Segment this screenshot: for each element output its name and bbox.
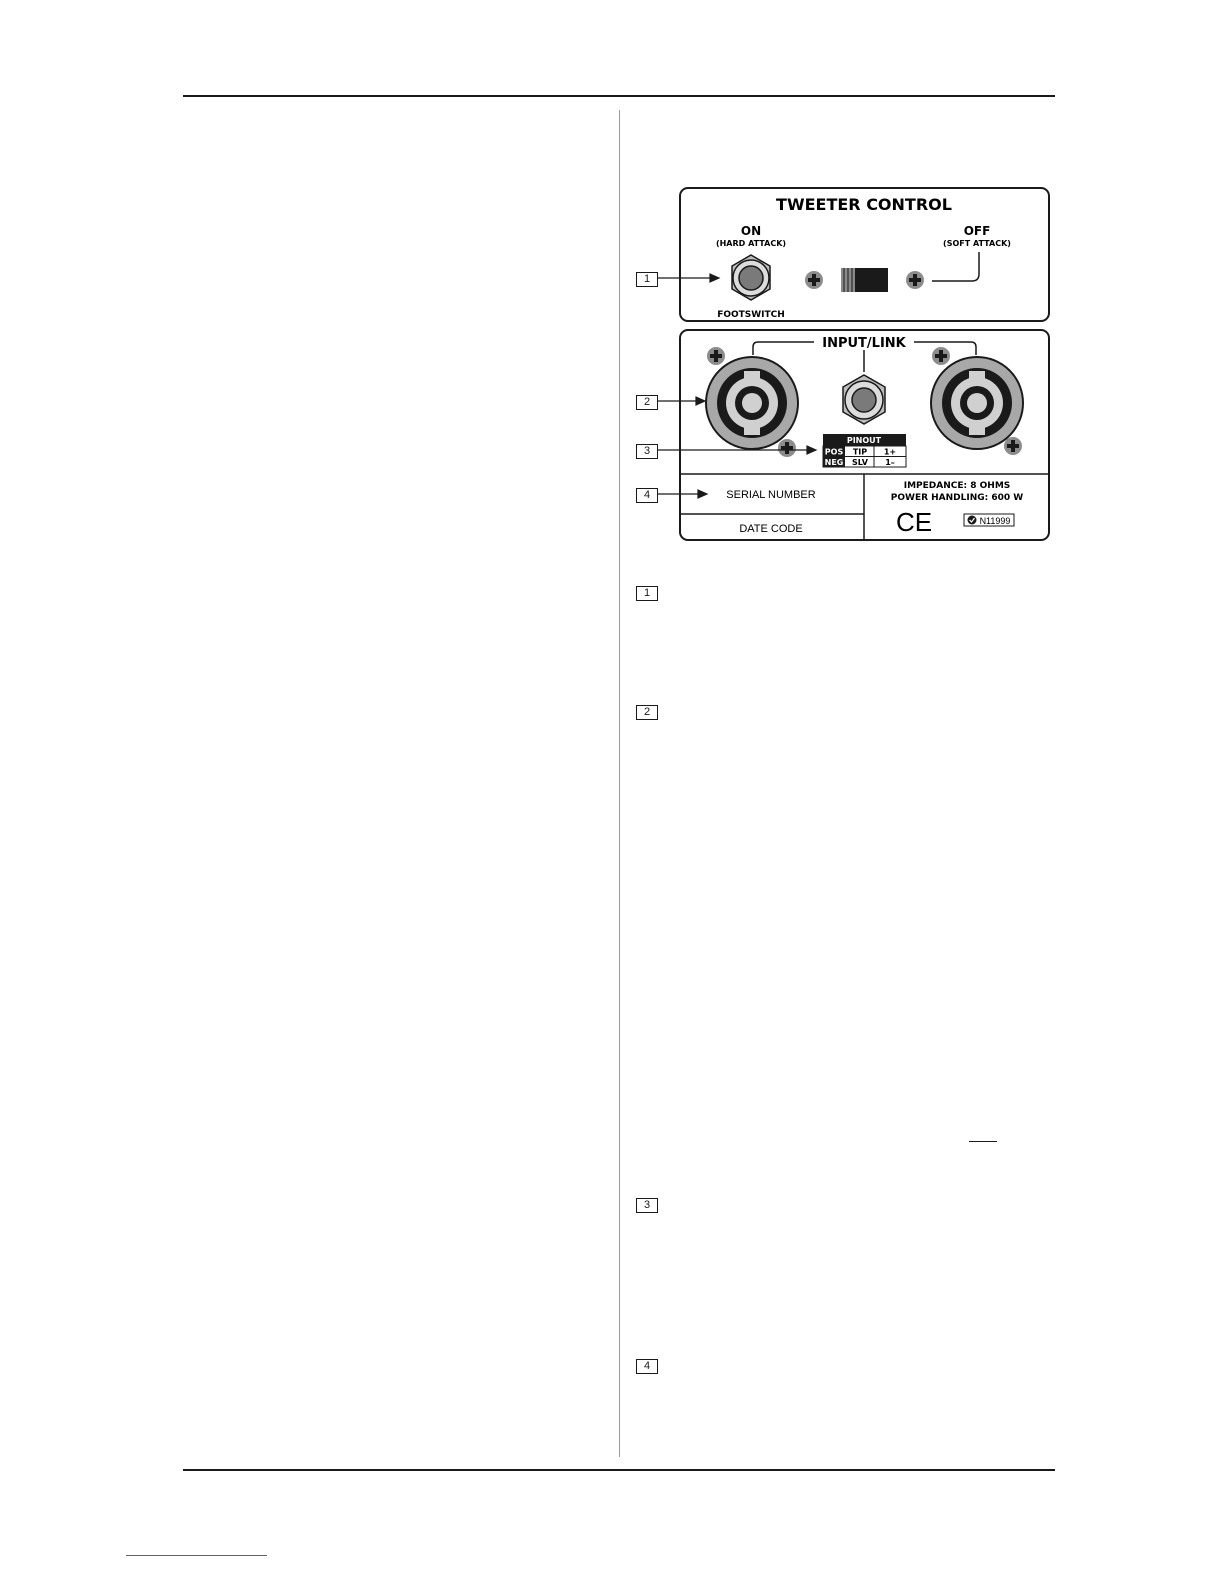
- pinout-cell: POS: [824, 447, 844, 457]
- diagram-callout: 1: [636, 272, 658, 287]
- ce-mark: CE: [895, 507, 933, 537]
- overline-mark: [969, 1141, 997, 1142]
- compliance-icon: [968, 516, 977, 525]
- serial-number-label: SERIAL NUMBER: [726, 489, 816, 501]
- on-sub-label: (HARD ATTACK): [715, 239, 787, 248]
- input-link-label: INPUT/LINK: [822, 336, 906, 351]
- diagram-callout: 2: [636, 395, 658, 410]
- pinout-table: [823, 434, 906, 467]
- rear-panel-diagram: [630, 182, 1055, 547]
- speakon-connector-right: [931, 357, 1023, 449]
- on-label: ON: [740, 224, 762, 238]
- power-handling-label: POWER HANDLING: 600 W: [890, 493, 1024, 503]
- diagram-callout: 3: [636, 444, 658, 459]
- footer-link-underline[interactable]: [126, 1555, 267, 1556]
- description-callout: 1: [636, 586, 658, 601]
- column-divider: [619, 110, 620, 1457]
- diagram-callout: 4: [636, 488, 658, 503]
- compliance-code: N11999: [979, 516, 1011, 526]
- pinout-cell: 1+: [883, 447, 897, 457]
- screw-icon: [1004, 437, 1022, 455]
- tweeter-switch: [841, 268, 888, 292]
- date-code-label: DATE CODE: [739, 523, 803, 535]
- impedance-label: IMPEDANCE: 8 OHMS: [903, 481, 1011, 491]
- screw-icon: [778, 439, 796, 457]
- header-rule: [183, 95, 1055, 97]
- pinout-cell: SLV: [852, 458, 868, 467]
- pinout-title: PINOUT: [846, 436, 882, 445]
- description-callout: 4: [636, 1359, 658, 1374]
- footswitch-label: FOOTSWITCH: [717, 310, 785, 320]
- speakon-connector-left: [706, 357, 798, 449]
- pinout-cell: 1–: [885, 458, 895, 467]
- pinout-cell: NEG: [824, 458, 844, 467]
- screw-icon: [805, 271, 823, 289]
- description-callout: 2: [636, 705, 658, 720]
- footer-rule: [183, 1469, 1055, 1471]
- pinout-cell: TIP: [852, 447, 868, 457]
- tweeter-control-title: TWEETER CONTROL: [776, 195, 952, 214]
- off-sub-label: (SOFT ATTACK): [943, 239, 1011, 248]
- description-callout: 3: [636, 1198, 658, 1213]
- off-label: OFF: [963, 224, 991, 238]
- screw-icon: [707, 347, 725, 365]
- screw-icon: [932, 347, 950, 365]
- screw-icon: [906, 271, 924, 289]
